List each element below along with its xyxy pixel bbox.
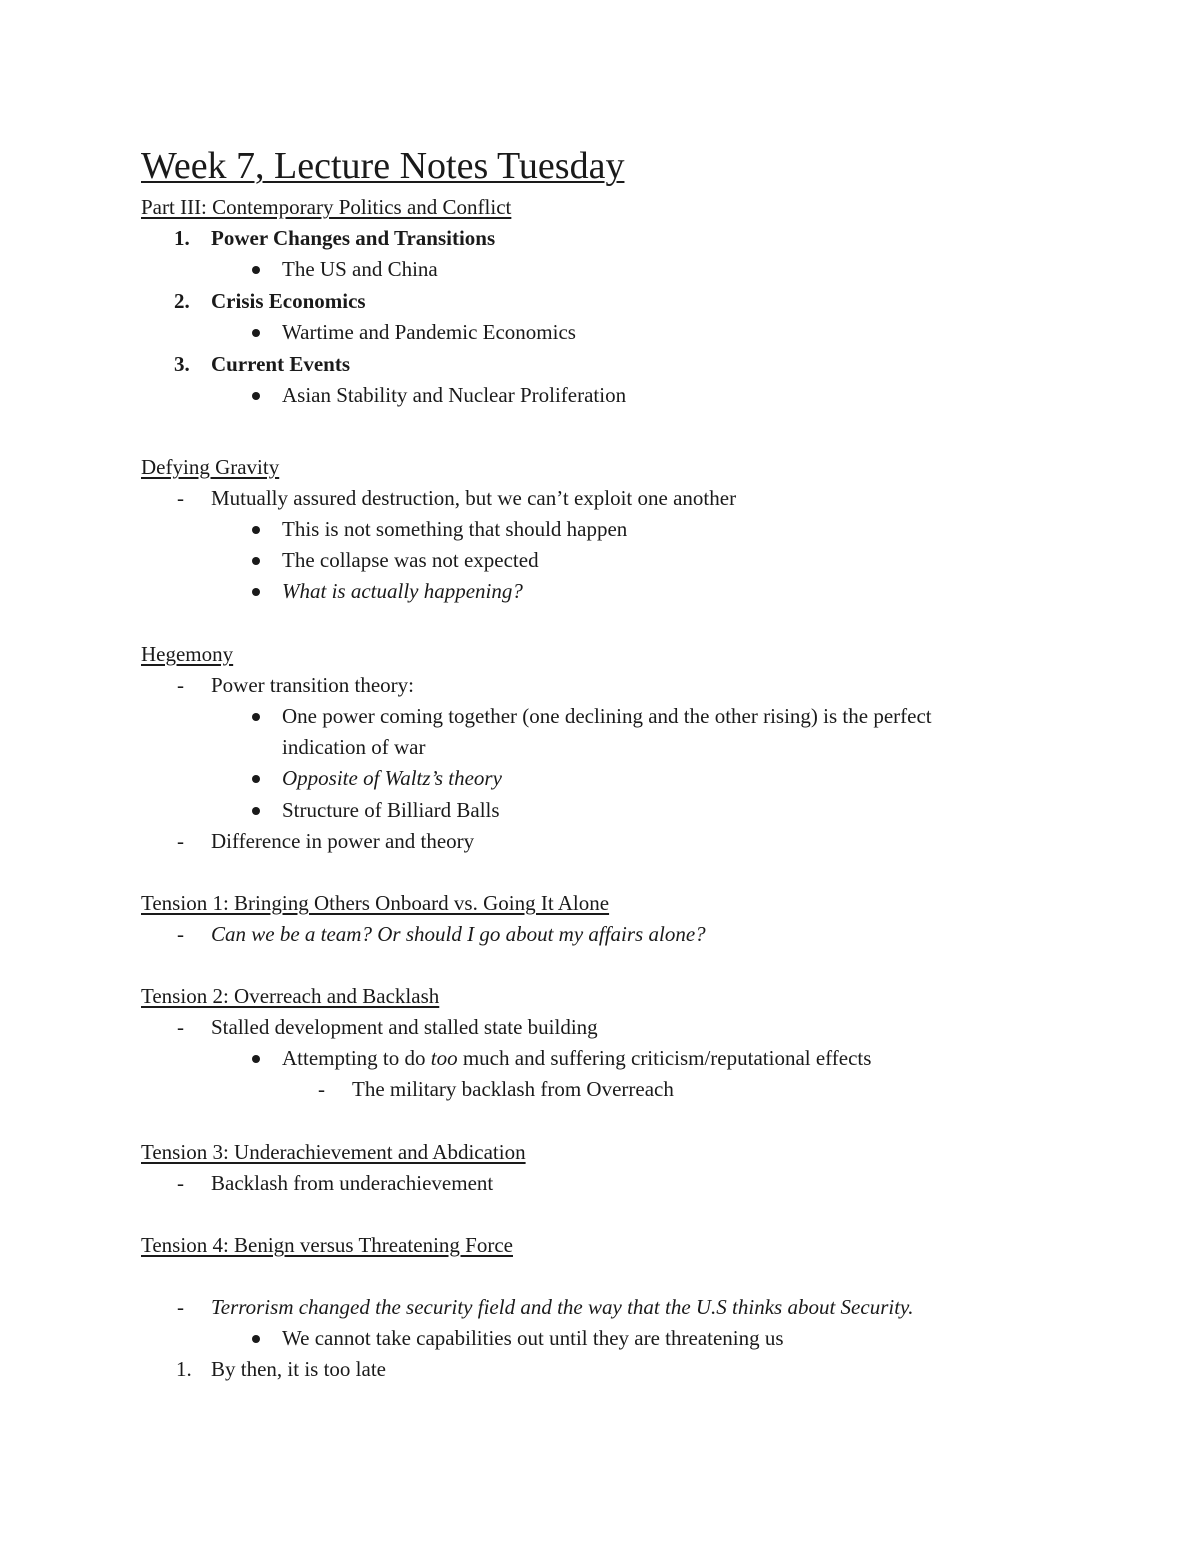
defying-gravity-bullet-1: This is not something that should happen	[282, 517, 628, 541]
dash-marker: -	[177, 1015, 184, 1039]
outline-bullet-1: The US and China	[282, 257, 438, 281]
part-heading: Part III: Contemporary Politics and Conflict	[141, 195, 512, 219]
dash-marker: -	[177, 922, 184, 946]
tension-4-number-1: 1.	[176, 1357, 192, 1381]
tension-2-bullet-1-pre: Attempting to do	[282, 1046, 431, 1070]
outline-item-1: Power Changes and Transitions	[211, 226, 496, 250]
bullet-icon	[252, 1335, 260, 1343]
dash-marker: -	[177, 1295, 184, 1319]
tension-2-subdash-1: The military backlash from Overreach	[352, 1077, 674, 1101]
defying-gravity-dash-1: Mutually assured destruction, but we can’t exploit one another	[211, 486, 737, 510]
hegemony-bullet-3: Structure of Billiard Balls	[282, 798, 500, 822]
tension-1-dash-1: Can we be a team? Or should I go about my affairs alone?	[211, 922, 706, 946]
bullet-icon	[252, 713, 260, 721]
outline-number-3: 3.	[174, 352, 190, 376]
tension-2-bullet-1-emphasis: too	[430, 1046, 458, 1070]
bullet-icon	[252, 266, 260, 274]
dash-marker: -	[177, 829, 184, 853]
outline-bullet-3: Asian Stability and Nuclear Proliferation	[282, 383, 627, 407]
bullet-icon	[252, 557, 260, 565]
section-heading-tension-4: Tension 4: Benign versus Threatening Force	[141, 1233, 513, 1257]
bullet-icon	[252, 526, 260, 534]
tension-4-bullet-1: We cannot take capabilities out until they are threatening us	[282, 1326, 784, 1350]
bullet-icon	[252, 1055, 260, 1063]
dash-marker: -	[177, 673, 184, 697]
section-heading-defying-gravity: Defying Gravity	[141, 455, 280, 479]
hegemony-dash-1: Power transition theory:	[211, 673, 414, 697]
dash-marker: -	[177, 1171, 184, 1195]
outline-item-3: Current Events	[211, 352, 351, 376]
bullet-icon	[252, 775, 260, 783]
outline-item-2: Crisis Economics	[211, 289, 366, 313]
section-heading-hegemony: Hegemony	[141, 642, 234, 666]
hegemony-dash-2: Difference in power and theory	[211, 829, 475, 853]
outline-number-2: 2.	[174, 289, 190, 313]
hegemony-bullet-1-line-2: indication of war	[282, 735, 426, 759]
tension-2-bullet-1	[282, 1044, 871, 1072]
outline-bullet-2: Wartime and Pandemic Economics	[282, 320, 576, 344]
tension-4-dash-1: Terrorism changed the security field and the way that the U.S thinks about Security.	[211, 1295, 914, 1319]
section-heading-tension-2: Tension 2: Overreach and Backlash	[141, 984, 440, 1008]
dash-marker: -	[177, 486, 184, 510]
hegemony-bullet-2: Opposite of Waltz’s theory	[282, 766, 502, 790]
tension-4-numbered-1: By then, it is too late	[211, 1357, 386, 1381]
bullet-icon	[252, 588, 260, 596]
defying-gravity-bullet-3: What is actually happening?	[282, 579, 523, 603]
tension-3-dash-1: Backlash from underachievement	[211, 1171, 494, 1195]
section-heading-tension-3: Tension 3: Underachievement and Abdication	[141, 1140, 526, 1164]
bullet-icon	[252, 329, 260, 337]
tension-2-bullet-1-post: much and suffering criticism/reputational effects	[457, 1046, 872, 1070]
bullet-icon	[252, 392, 260, 400]
dash-marker: -	[318, 1077, 325, 1101]
outline-number-1: 1.	[174, 226, 190, 250]
bullet-icon	[252, 807, 260, 815]
tension-2-dash-1: Stalled development and stalled state building	[211, 1015, 598, 1039]
section-heading-tension-1: Tension 1: Bringing Others Onboard vs. Going It Alone	[141, 891, 610, 915]
defying-gravity-bullet-2: The collapse was not expected	[282, 548, 539, 572]
page-title: Week 7, Lecture Notes Tuesday	[141, 145, 625, 187]
hegemony-bullet-1-line-1: One power coming together (one declining and the other rising) is the perfect	[282, 704, 932, 728]
